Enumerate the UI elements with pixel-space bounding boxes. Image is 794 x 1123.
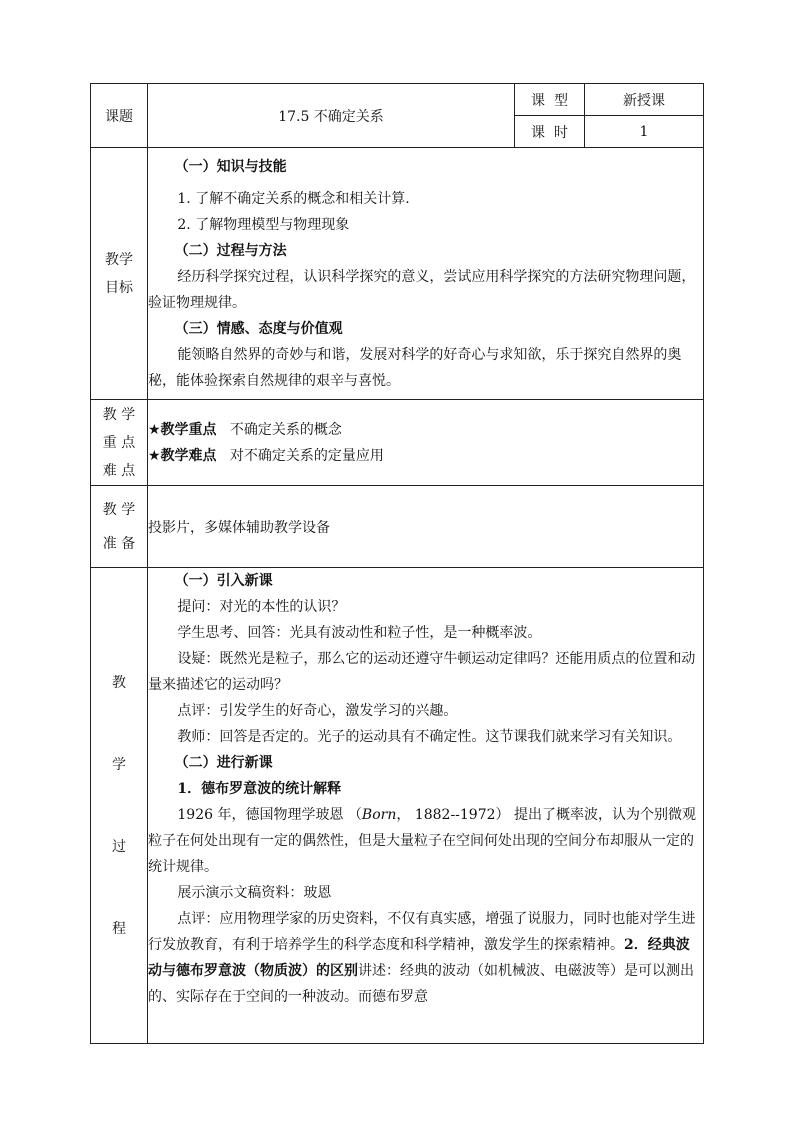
- prep-label-line-1: 教 学: [102, 501, 136, 518]
- process-content: [148, 568, 704, 1044]
- keypoints-difficulty-value: 对不确定关系的定量应用: [229, 447, 384, 464]
- process-comment-1: 点评：引发学生的好奇心，激发学习的兴趣。: [177, 703, 458, 719]
- objectives-row: [91, 148, 704, 400]
- process-label-line-3: 过: [112, 838, 126, 855]
- keypoints-focus-line: [148, 417, 703, 443]
- process-answer: 学生思考、回答：光具有波动性和粒子性，是一种概率波。: [177, 625, 542, 641]
- process-label-line-1: 教: [112, 674, 126, 691]
- objectives-item-1: 1. 了解不确定关系的概念和相关计算.: [177, 190, 410, 207]
- lesson-plan-sheet: [90, 83, 703, 1044]
- objectives-heading-process: （二）过程与方法: [174, 242, 287, 259]
- objectives-item-2: 2. 了解物理模型与物理现象: [177, 216, 350, 233]
- process-section-1: 1．德布罗意波的统计解释: [177, 781, 342, 797]
- type-value: 新授课: [585, 84, 704, 116]
- prep-label: [91, 486, 148, 568]
- keypoints-focus-value: 不确定关系的概念: [229, 421, 342, 438]
- keypoints-difficulty-key: ★教学难点: [148, 447, 217, 464]
- header-row-1: [91, 84, 704, 116]
- process-heading-intro: （一）引入新课: [174, 573, 273, 589]
- process-section-2: 2．经典波动与德布罗意波（物质波）的区别: [148, 937, 690, 979]
- objectives-heading-attitude: （三）情感、态度与价值观: [174, 320, 343, 337]
- prep-row: [91, 486, 704, 568]
- process-born-paragraph: 1926 年，德国物理学玻恩 （Born， 1882--1972） 提出了概率波，认为个别微观粒子在何处出现有一定的偶然性，但是大量粒子在空间何处出现的空间分布却服从一定的统计规律。: [148, 807, 696, 875]
- topic-label: 课题: [91, 84, 148, 148]
- process-label: [91, 568, 148, 1044]
- type-label: 课 型: [515, 84, 585, 116]
- process-row: [91, 568, 704, 1044]
- keypoints-label-line-3: 难 点: [102, 462, 136, 479]
- process-label-line-2: 学: [112, 756, 126, 773]
- keypoints-label: [91, 400, 148, 486]
- process-suspense: 设疑：既然光是粒子，那么它的运动还遵守牛顿运动定律吗？还能用质点的位置和动量来描述它的运动吗？: [148, 651, 696, 693]
- hours-label: 课 时: [515, 116, 585, 148]
- keypoints-row: [91, 400, 704, 486]
- born-name: Born: [361, 807, 397, 823]
- objectives-label: [91, 148, 148, 400]
- objectives-attitude-text: 能领略自然界的奇妙与和谐，发展对科学的好奇心与求知欲，乐于探究自然界的奥秘，能体验探索自然规律的艰辛与喜悦。: [148, 346, 682, 389]
- process-question: 提问：对光的本性的认识？: [177, 599, 346, 615]
- objectives-label-line-2: 目标: [105, 279, 133, 296]
- objectives-label-line-1: 教学: [105, 251, 133, 268]
- hours-value: 1: [585, 116, 704, 148]
- topic-value: 17.5 不确定关系: [148, 84, 515, 148]
- keypoints-label-line-1: 教 学: [102, 406, 136, 423]
- keypoints-difficulty-line: [148, 443, 703, 469]
- process-comment-2: 点评：应用物理学家的历史资料，不仅有真实感，增强了说服力，同时也能对学生进行发放教育，有利于培养学生的科学态度和科学精神，激发学生的探索精神。2．经典波动与德布罗意波（物质波）的区别讲述：经典的波动（如机械波、电磁波等）是可以测出的、实际存在于空间的一种波动。而德布罗意: [148, 911, 696, 1005]
- keypoints-focus-key: ★教学重点: [148, 421, 217, 438]
- objectives-content: [148, 148, 704, 400]
- process-show: 展示演示文稿资料：玻恩: [177, 885, 332, 901]
- keypoints-label-line-2: 重 点: [102, 434, 136, 451]
- prep-value: 投影片，多媒体辅助教学设备: [148, 486, 704, 568]
- process-heading-new: （二）进行新课: [174, 755, 273, 771]
- prep-label-line-2: 准 备: [102, 535, 136, 552]
- process-teacher: 教师：回答是否定的。光子的运动具有不确定性。这节课我们就来学习有关知识。: [177, 729, 682, 745]
- process-label-line-4: 程: [112, 920, 126, 937]
- objectives-process-text: 经历科学探究过程，认识科学探究的意义，尝试应用科学探究的方法研究物理问题，验证物理规律。: [148, 268, 696, 311]
- keypoints-content: [148, 400, 704, 486]
- objectives-heading-knowledge: （一）知识与技能: [174, 158, 287, 175]
- lesson-plan-table: [90, 83, 704, 1044]
